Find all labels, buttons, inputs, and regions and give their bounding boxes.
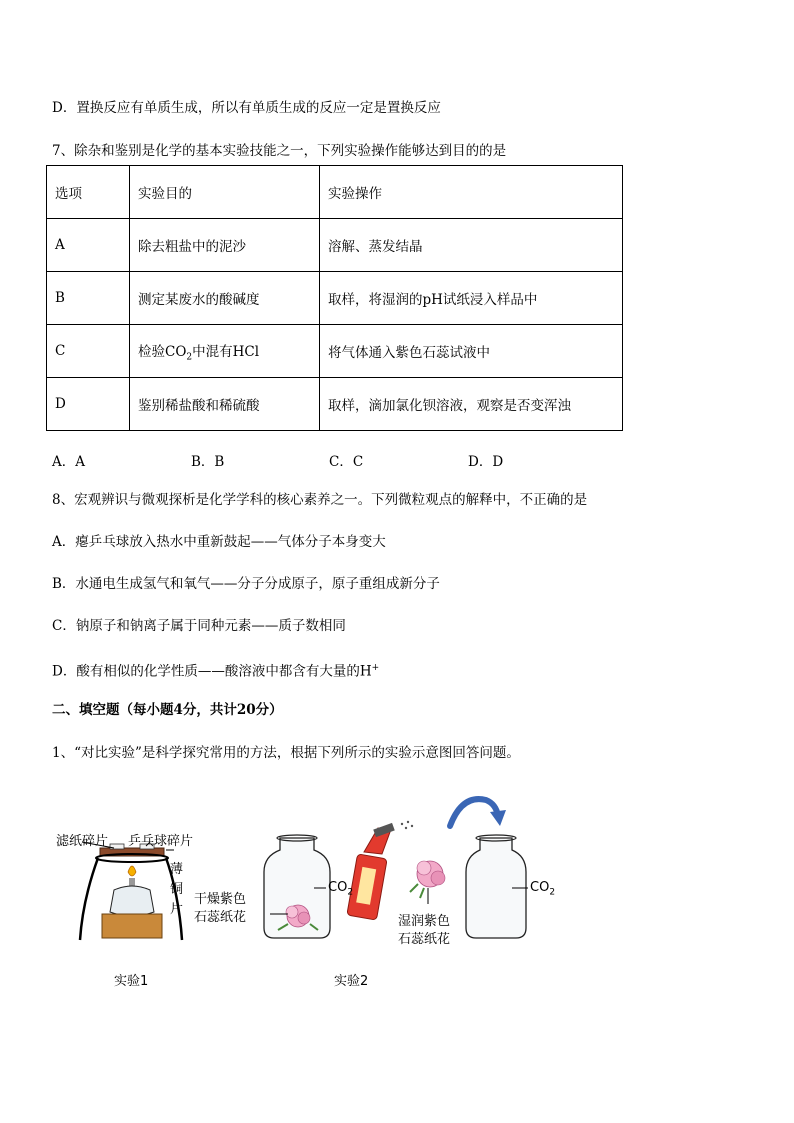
q8-option-d: [52, 659, 379, 681]
row-option: C: [47, 325, 130, 378]
wet-flower: [410, 861, 445, 904]
label-wet-1: 湿润紫色: [398, 914, 451, 929]
row-goal: [130, 325, 320, 378]
co2-b-text: CO: [530, 880, 550, 895]
spray-bottle: [347, 821, 413, 920]
answer-d: D．D: [468, 454, 504, 470]
bottle-co2: [466, 835, 528, 938]
q7-stem: 7、除杂和鉴别是化学的基本实验技能之一，下列实验操作能够达到目的的是: [52, 143, 507, 159]
label-copper-2: 铜: [170, 882, 184, 897]
alcohol-lamp: [102, 866, 162, 938]
label-dry-1: 干燥紫色: [194, 892, 247, 907]
label-co2-a: [328, 880, 353, 898]
q7-table: [46, 165, 623, 431]
experiment-diagram: [52, 790, 572, 990]
table-row: [47, 272, 623, 325]
goal-subscript: 2: [186, 352, 193, 363]
row-goal: 鉴别稀盐酸和稀硫酸: [130, 378, 320, 431]
experiment-figure: [52, 790, 572, 990]
answer-a: A．A: [52, 454, 85, 470]
row-operation: 将气体通入紫色石蕊试液中: [320, 325, 623, 378]
table-row: [47, 219, 623, 272]
label-dry-2: 石蕊纸花: [194, 910, 247, 925]
row-goal: 测定某废水的酸碱度: [130, 272, 320, 325]
co2-b-sub: 2: [549, 887, 556, 898]
goal-prefix: 检验CO: [138, 343, 187, 360]
pour-arrow: [450, 799, 506, 826]
header-option: 选项: [47, 166, 130, 219]
label-exp1: 实验1: [114, 974, 149, 989]
table-row: [47, 325, 623, 378]
goal-suffix: 中混有HCl: [192, 343, 260, 360]
q8-option-b: B．水通电生成氢气和氧气——分子分成原子，原子重组成新分子: [52, 576, 440, 592]
fill1-stem: 1、“对比实验”是科学探究常用的方法，根据下列所示的实验示意图回答问题。: [52, 745, 520, 761]
label-copper-3: 片: [170, 902, 184, 917]
q8-option-d-superscript: +: [371, 663, 380, 673]
answer-c: C．C: [329, 454, 364, 470]
answer-b: B．B: [191, 454, 225, 470]
section2-title: 二、填空题（每小题4分，共计20分）: [52, 702, 283, 718]
table-header-row: [47, 166, 623, 219]
label-copper-1: 薄: [170, 862, 184, 877]
q8-option-c: C．钠原子和钠离子属于同种元素——质子数相同: [52, 618, 346, 634]
row-option: B: [47, 272, 130, 325]
row-option: D: [47, 378, 130, 431]
q8-stem: 8、宏观辨识与微观探析是化学学科的核心素养之一。下列微粒观点的解释中，不正确的是: [52, 492, 588, 508]
row-operation: 取样，滴加氯化钡溶液，观察是否变浑浊: [320, 378, 623, 431]
label-filter-paper: 滤纸碎片: [56, 834, 109, 849]
row-operation: 溶解、蒸发结晶: [320, 219, 623, 272]
row-option: A: [47, 219, 130, 272]
q7-answers: [52, 450, 652, 468]
label-wet-2: 石蕊纸花: [398, 932, 451, 947]
bottle-dry: [264, 835, 330, 938]
q8-option-a: A．瘪乒乓球放入热水中重新鼓起——气体分子本身变大: [52, 534, 386, 550]
co2-a-sub: 2: [347, 887, 354, 898]
label-exp2: 实验2: [334, 974, 369, 989]
table-row: [47, 378, 623, 431]
header-goal: 实验目的: [130, 166, 320, 219]
q6-option-d: D．置换反应有单质生成，所以有单质生成的反应一定是置换反应: [52, 100, 441, 116]
label-co2-b: [530, 880, 555, 898]
row-operation: 取样，将湿润的pH试纸浸入样品中: [320, 272, 623, 325]
row-goal: 除去粗盐中的泥沙: [130, 219, 320, 272]
label-pingpong: 乒乓球碎片: [128, 834, 194, 849]
q8-option-d-text: D．酸有相似的化学性质——酸溶液中都含有大量的H: [52, 663, 372, 680]
header-operation: 实验操作: [320, 166, 623, 219]
co2-a-text: CO: [328, 880, 348, 895]
